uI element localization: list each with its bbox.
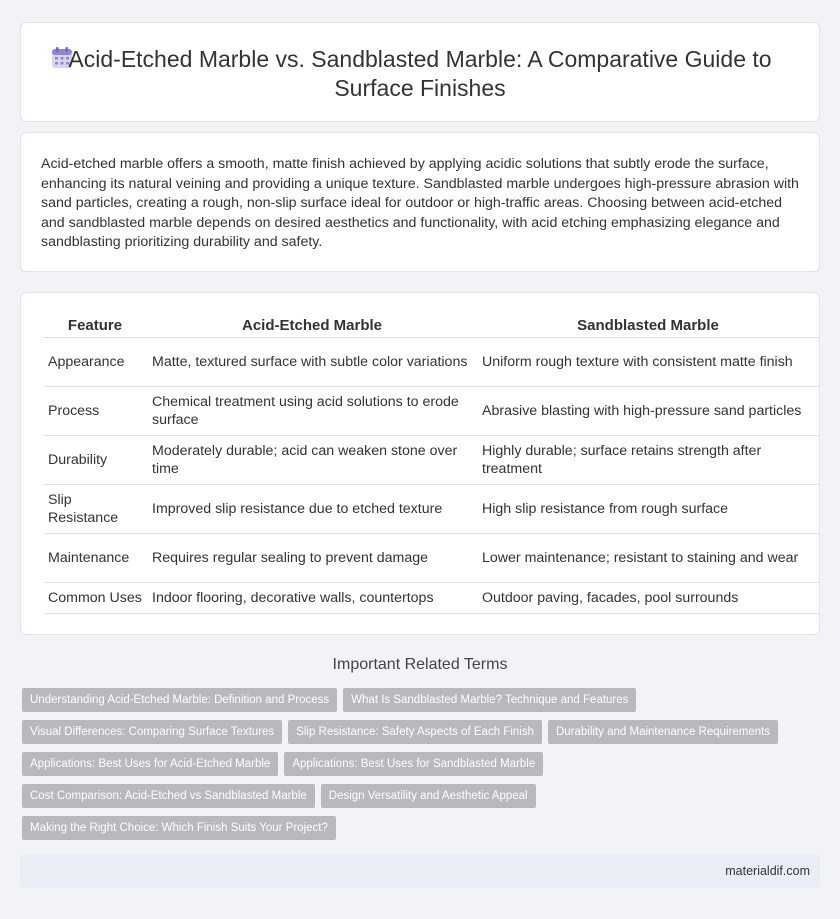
table-row	[43, 582, 819, 613]
table-row	[43, 337, 819, 386]
table-row	[43, 533, 819, 582]
related-tag[interactable]: Design Versatility and Aesthetic Appeal	[321, 784, 536, 808]
table-header-row	[43, 313, 819, 337]
related-tag[interactable]: Applications: Best Uses for Sandblasted Marble	[284, 752, 543, 776]
page-title: Acid-Etched Marble vs. Sandblasted Marble: A Comparative Guide to Surface Finishes	[68, 46, 772, 101]
related-tag[interactable]: Understanding Acid-Etched Marble: Definition and Process	[22, 688, 337, 712]
related-terms-heading: Important Related Terms	[332, 656, 508, 673]
related-tag[interactable]: Durability and Maintenance Requirements	[548, 720, 778, 744]
sandblasted-cell: Uniform rough texture with consistent matte finish	[477, 337, 819, 386]
table-row	[43, 386, 819, 435]
feature-cell: Common Uses	[43, 582, 147, 613]
feature-cell: Slip Resistance	[43, 484, 147, 533]
acid-etched-cell: Chemical treatment using acid solutions to erode surface	[147, 386, 477, 435]
related-tag[interactable]: Applications: Best Uses for Acid-Etched Marble	[22, 752, 278, 776]
footer	[20, 855, 820, 888]
header-feature: Feature	[43, 313, 147, 337]
acid-etched-cell: Indoor flooring, decorative walls, countertops	[147, 582, 477, 613]
table-row	[43, 435, 819, 484]
acid-etched-cell: Requires regular sealing to prevent damage	[147, 533, 477, 582]
sandblasted-cell: High slip resistance from rough surface	[477, 484, 819, 533]
feature-cell: Durability	[43, 435, 147, 484]
comparison-table	[43, 313, 819, 614]
related-tag[interactable]: What Is Sandblasted Marble? Technique and Features	[343, 688, 636, 712]
acid-etched-cell: Improved slip resistance due to etched texture	[147, 484, 477, 533]
related-tag[interactable]: Visual Differences: Comparing Surface Textures	[22, 720, 282, 744]
sandblasted-cell: Lower maintenance; resistant to staining and wear	[477, 533, 819, 582]
feature-cell: Appearance	[43, 337, 147, 386]
title-card	[20, 22, 820, 122]
sandblasted-cell: Outdoor paving, facades, pool surrounds	[477, 582, 819, 613]
sandblasted-cell: Highly durable; surface retains strength after treatment	[477, 435, 819, 484]
comparison-card	[20, 292, 820, 635]
related-terms-tags	[22, 688, 822, 848]
acid-etched-cell: Moderately durable; acid can weaken stone over time	[147, 435, 477, 484]
related-tag[interactable]: Making the Right Choice: Which Finish Suits Your Project?	[22, 816, 336, 840]
header-sandblasted: Sandblasted Marble	[477, 313, 819, 337]
related-tag[interactable]: Slip Resistance: Safety Aspects of Each Finish	[288, 720, 542, 744]
feature-cell: Maintenance	[43, 533, 147, 582]
header-acid-etched: Acid-Etched Marble	[147, 313, 477, 337]
acid-etched-cell: Matte, textured surface with subtle color variations	[147, 337, 477, 386]
intro-card	[20, 132, 820, 272]
intro-paragraph: Acid-etched marble offers a smooth, matte finish achieved by applying acidic solutions that subtly erode the surface, enhancing its natural veining and providing a unique texture. Sandblasted marble undergoes high-pressure abrasion with sand particles, creating a rough, non-slip surface ideal for outdoor or high-traffic areas. Choosing between acid-etched and sandblasted marble depends on desired aesthetics and functionality, with acid etching emphasizing elegance and sandblasting prioritizing durability and safety.	[41, 156, 799, 250]
sandblasted-cell: Abrasive blasting with high-pressure sand particles	[477, 386, 819, 435]
table-row	[43, 484, 819, 533]
feature-cell: Process	[43, 386, 147, 435]
footer-site: materialdif.com	[725, 864, 810, 878]
related-tag[interactable]: Cost Comparison: Acid-Etched vs Sandblasted Marble	[22, 784, 315, 808]
